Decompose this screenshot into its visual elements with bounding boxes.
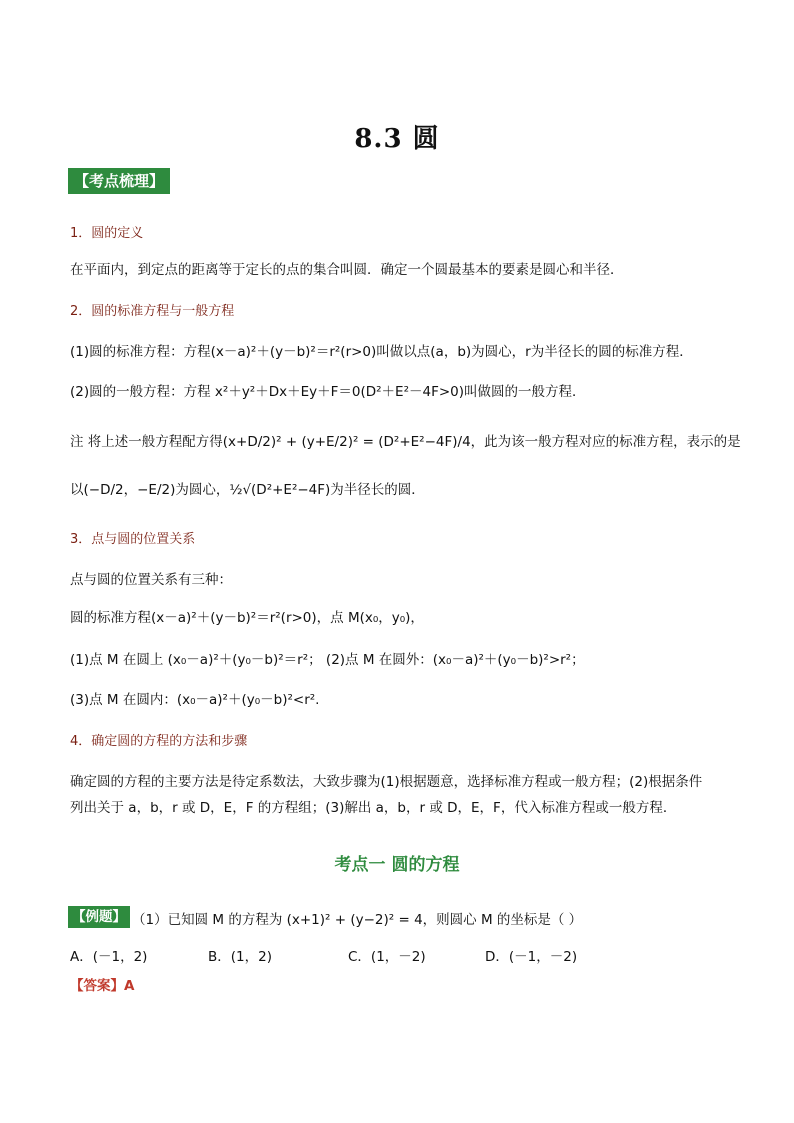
option-d: D．(－1，－2): [485, 949, 578, 965]
option-a: A．(－1，2): [70, 949, 148, 965]
note-line-1: 注 将上述一般方程配方得(x+D/2)² + (y+E/2)² = (D²+E²−4F)/4，此为该一般方程对应的标准方程，表示的是: [70, 434, 741, 450]
section-3-line-4: (3)点 M 在圆内：(x₀－a)²＋(y₀－b)²<r².: [70, 692, 320, 708]
example-tag: 【例题】: [68, 906, 130, 928]
section-3-heading: 3．点与圆的位置关系: [70, 532, 196, 547]
note-line-2: 以(−D/2，−E/2)为圆心，½√(D²+E²−4F)为半径长的圆．: [70, 482, 425, 498]
section-4-heading: 4．确定圆的方程的方法和步骤: [70, 734, 248, 749]
option-b: B．(1，2): [208, 949, 272, 965]
subsection-title: 考点一 圆的方程: [334, 855, 460, 875]
page-title: 8.3 圆: [354, 124, 440, 154]
general-equation-line: (2)圆的一般方程：方程 x²＋y²＋Dx＋Ey＋F＝0(D²＋E²－4F>0)叫做圆的一般方程．: [70, 384, 586, 400]
section-tag: 【考点梳理】: [68, 168, 170, 194]
section-4-line-2: 列出关于 a，b，r 或 D，E，F 的方程组；(3)解出 a，b，r 或 D，E，F，代入标准方程或一般方程．: [70, 800, 677, 816]
section-2-heading: 2．圆的标准方程与一般方程: [70, 304, 235, 319]
section-3-line-1: 点与圆的位置关系有三种：: [70, 572, 232, 588]
section-3-line-2: 圆的标准方程(x－a)²＋(y－b)²＝r²(r>0)，点 M(x₀，y₀)，: [70, 610, 424, 626]
section-1-text: 在平面内，到定点的距离等于定长的点的集合叫圆．确定一个圆最基本的要素是圆心和半径．: [70, 262, 624, 278]
answer: 【答案】A: [70, 978, 135, 994]
example-question: （1）已知圆 M 的方程为 (x+1)² + (y−2)² = 4，则圆心 M 的坐标是（ ）: [132, 912, 583, 928]
standard-equation-line: (1)圆的标准方程：方程(x－a)²＋(y－b)²＝r²(r>0)叫做以点(a，b)为圆心，r为半径长的圆的标准方程．: [70, 344, 693, 360]
section-4-line-1: 确定圆的方程的主要方法是待定系数法，大致步骤为(1)根据题意，选择标准方程或一般方程；(2)根据条件: [70, 774, 703, 790]
section-1-heading: 1．圆的定义: [70, 226, 144, 241]
section-3-line-3: (1)点 M 在圆上 (x₀－a)²＋(y₀－b)²＝r²； (2)点 M 在圆外：(x₀－a)²＋(y₀－b)²>r²；: [70, 652, 585, 668]
option-c: C．(1，－2): [348, 949, 426, 965]
